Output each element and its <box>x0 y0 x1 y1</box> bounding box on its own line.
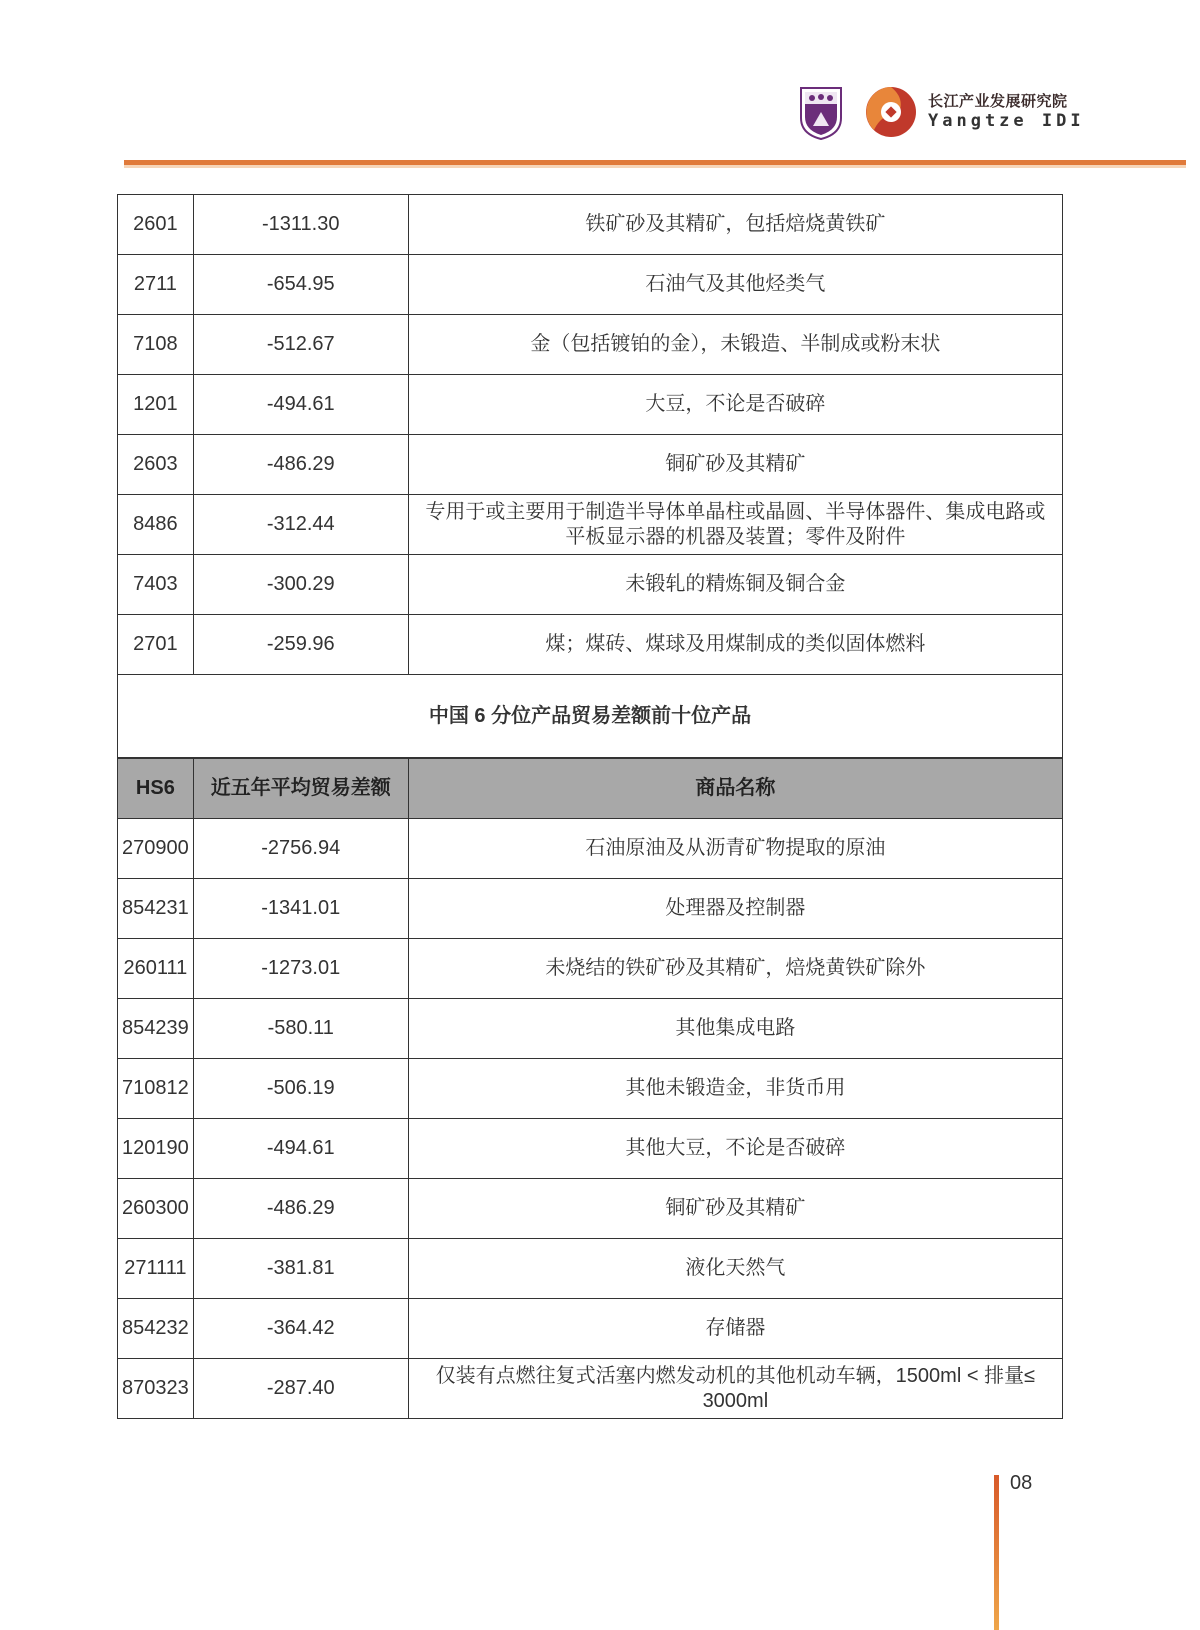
trade-balance: -287.40 <box>193 1359 408 1419</box>
product-name: 石油气及其他烃类气 <box>408 255 1062 315</box>
table-row <box>118 819 1063 879</box>
table-row <box>118 495 1063 555</box>
hs-code: 2711 <box>118 255 194 315</box>
table-header-row <box>118 758 1063 819</box>
product-name: 其他大豆，不论是否破碎 <box>408 1119 1062 1179</box>
table-row <box>118 1359 1063 1419</box>
product-name: 金（包括镀铂的金），未锻造、半制成或粉末状 <box>408 315 1062 375</box>
hs-code: 260300 <box>118 1179 194 1239</box>
hs-code: 854239 <box>118 999 194 1059</box>
trade-balance: -494.61 <box>193 1119 408 1179</box>
hs-code: 870323 <box>118 1359 194 1419</box>
hs-code: 2701 <box>118 615 194 675</box>
product-name: 大豆，不论是否破碎 <box>408 375 1062 435</box>
column-header-avg-balance: 近五年平均贸易差额 <box>193 758 408 819</box>
product-name: 未锻轧的精炼铜及铜合金 <box>408 555 1062 615</box>
product-name: 其他集成电路 <box>408 999 1062 1059</box>
table-row <box>118 555 1063 615</box>
brand-name-cn: 长江产业发展研究院 <box>928 93 1068 110</box>
trade-balance: -259.96 <box>193 615 408 675</box>
hs-code: 270900 <box>118 819 194 879</box>
product-name: 其他未锻造金，非货币用 <box>408 1059 1062 1119</box>
hs-code: 854232 <box>118 1299 194 1359</box>
header-divider-light <box>124 165 1186 168</box>
trade-balance: -312.44 <box>193 495 408 555</box>
hs-code: 120190 <box>118 1119 194 1179</box>
table-row <box>118 939 1063 999</box>
table-row <box>118 1179 1063 1239</box>
trade-balance: -1341.01 <box>193 879 408 939</box>
hs-code: 2603 <box>118 435 194 495</box>
product-name: 存储器 <box>408 1299 1062 1359</box>
trade-balance: -494.61 <box>193 375 408 435</box>
product-name: 铜矿砂及其精矿 <box>408 435 1062 495</box>
header-logos <box>798 84 1085 140</box>
table-row <box>118 1239 1063 1299</box>
hs-code: 271111 <box>118 1239 194 1299</box>
product-name: 未烧结的铁矿砂及其精矿，焙烧黄铁矿除外 <box>408 939 1062 999</box>
section-title-row <box>118 675 1063 759</box>
table-row <box>118 1119 1063 1179</box>
table-row <box>118 255 1063 315</box>
hs-code: 7403 <box>118 555 194 615</box>
table-row <box>118 999 1063 1059</box>
table-row <box>118 615 1063 675</box>
hs-code: 854231 <box>118 879 194 939</box>
trade-balance: -364.42 <box>193 1299 408 1359</box>
page-number-accent-bar <box>994 1475 999 1630</box>
trade-balance: -654.95 <box>193 255 408 315</box>
table-row <box>118 195 1063 255</box>
trade-balance: -300.29 <box>193 555 408 615</box>
column-header-product-name: 商品名称 <box>408 758 1062 819</box>
yangtze-idi-logo-icon <box>864 85 918 139</box>
product-name: 专用于或主要用于制造半导体单晶柱或晶圆、半导体器件、集成电路或平板显示器的机器及装置；零件及附件 <box>408 495 1062 555</box>
trade-balance: -486.29 <box>193 1179 408 1239</box>
section-title: 中国 6 分位产品贸易差额前十位产品 <box>118 675 1063 759</box>
table-row <box>118 1059 1063 1119</box>
product-name: 铜矿砂及其精矿 <box>408 1179 1062 1239</box>
trade-balance-table <box>117 194 1063 1419</box>
hs-code: 2601 <box>118 195 194 255</box>
trade-balance: -1311.30 <box>193 195 408 255</box>
product-name: 处理器及控制器 <box>408 879 1062 939</box>
product-name: 煤；煤砖、煤球及用煤制成的类似固体燃料 <box>408 615 1062 675</box>
trade-balance: -580.11 <box>193 999 408 1059</box>
trade-balance: -506.19 <box>193 1059 408 1119</box>
trade-balance: -512.67 <box>193 315 408 375</box>
trade-balance: -486.29 <box>193 435 408 495</box>
trade-balance: -1273.01 <box>193 939 408 999</box>
product-name: 铁矿砂及其精矿，包括焙烧黄铁矿 <box>408 195 1062 255</box>
product-name: 液化天然气 <box>408 1239 1062 1299</box>
product-name: 石油原油及从沥青矿物提取的原油 <box>408 819 1062 879</box>
table-row <box>118 315 1063 375</box>
table-row <box>118 1299 1063 1359</box>
hs-code: 7108 <box>118 315 194 375</box>
trade-balance: -381.81 <box>193 1239 408 1299</box>
trade-balance: -2756.94 <box>193 819 408 879</box>
brand-name-en: Yangtze IDI <box>928 111 1085 131</box>
product-name: 仅装有点燃往复式活塞内燃发动机的其他机动车辆，1500ml < 排量≤ 3000ml <box>408 1359 1062 1419</box>
table-row <box>118 435 1063 495</box>
column-header-hs6: HS6 <box>118 758 194 819</box>
hs-code: 260111 <box>118 939 194 999</box>
table-row <box>118 879 1063 939</box>
hs-code: 8486 <box>118 495 194 555</box>
hs-code: 710812 <box>118 1059 194 1119</box>
hs-code: 1201 <box>118 375 194 435</box>
page-number: 08 <box>1010 1472 1033 1494</box>
university-shield-logo <box>798 84 844 140</box>
table-row <box>118 375 1063 435</box>
